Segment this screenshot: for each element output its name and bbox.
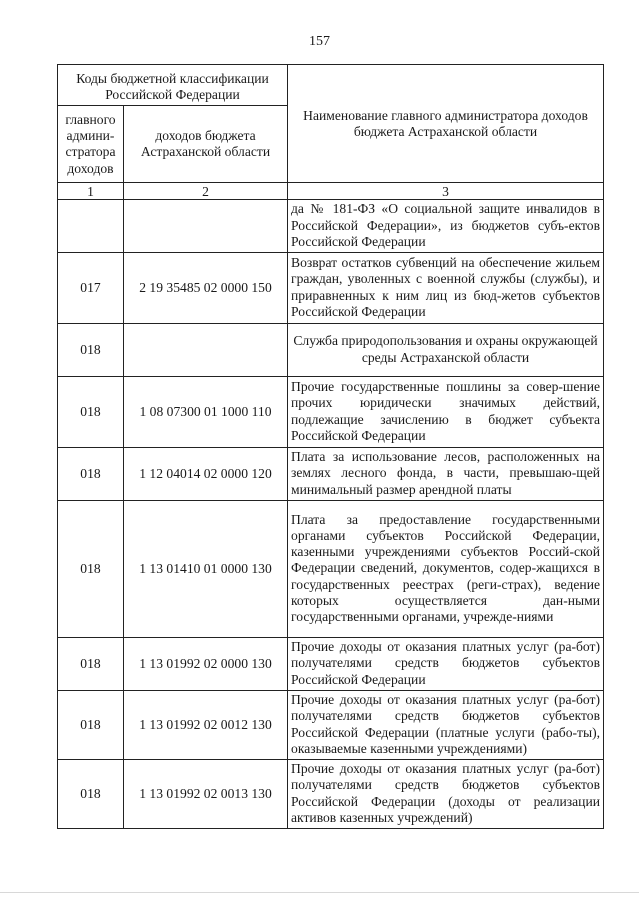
income-code-cell [124, 324, 288, 377]
income-code-cell [124, 200, 288, 253]
agency-title-cell: Служба природопользования и охраны окружающей среды Астраханской области [288, 324, 604, 377]
table-row [58, 760, 604, 829]
admin-code-cell: 018 [58, 501, 124, 638]
admin-code-cell: 018 [58, 377, 124, 448]
table-row [58, 324, 604, 377]
header-row [58, 65, 604, 106]
description-cell: Плата за предоставление государственными органами субъектов Российской Федерации, казенными учреждениями субъектов Россий-ской Федерации сведений, документов, содер-жащихся в государственных реестрах (реги-страх), ведение которых осуществляется дан-ными государственными органами, учрежде-ниями [288, 501, 604, 638]
admin-code-cell: 018 [58, 760, 124, 829]
column-numbers-row [58, 183, 604, 200]
income-code-cell: 1 12 04014 02 0000 120 [124, 448, 288, 501]
admin-code-cell: 018 [58, 324, 124, 377]
description-cell: Прочие доходы от оказания платных услуг (ра-бот) получателями средств бюджетов субъектов Российской Федерации [288, 638, 604, 691]
page-edge-line [0, 892, 639, 893]
income-code-cell: 1 13 01410 01 0000 130 [124, 501, 288, 638]
income-code-cell: 1 13 01992 02 0012 130 [124, 691, 288, 760]
description-cell: Прочие доходы от оказания платных услуг (ра-бот) получателями средств бюджетов субъектов Российской Федерации (платные услуги (рабо-ты), оказываемые казенными учреждениями) [288, 691, 604, 760]
header-name-cell: Наименование главного администратора доходов бюджета Астраханской области [288, 65, 604, 183]
table-row [58, 638, 604, 691]
header-code-cell: доходов бюджета Астраханской области [124, 106, 288, 183]
table-row [58, 253, 604, 324]
admin-code-cell: 017 [58, 253, 124, 324]
description-cell: Плата за использование лесов, расположенных на землях лесного фонда, в части, превышаю-щей минимальный размер арендной платы [288, 448, 604, 501]
income-code-cell: 1 08 07300 01 1000 110 [124, 377, 288, 448]
column-number-2: 2 [124, 183, 288, 200]
header-admin-cell: главного админи-стратора доходов [58, 106, 124, 183]
column-number-1: 1 [58, 183, 124, 200]
budget-codes-table [57, 64, 604, 829]
table-row [58, 377, 604, 448]
page-number: 157 [309, 34, 330, 49]
admin-code-cell [58, 200, 124, 253]
admin-code-cell: 018 [58, 691, 124, 760]
income-code-cell: 2 19 35485 02 0000 150 [124, 253, 288, 324]
table-row [58, 448, 604, 501]
table-row [58, 200, 604, 253]
admin-code-cell: 018 [58, 448, 124, 501]
table-row [58, 501, 604, 638]
income-code-cell: 1 13 01992 02 0000 130 [124, 638, 288, 691]
header-group-cell: Коды бюджетной классификации Российской Федерации [58, 65, 288, 106]
description-cell: да № 181-ФЗ «О социальной защите инвалидов в Российской Федерации», из бюджетов субъ-ектов Российской Федерации [288, 200, 604, 253]
description-cell: Возврат остатков субвенций на обеспечение жильем граждан, уволенных с военной службы (службы), и приравненных к ним лиц из бюд-жетов субъектов Российской Федерации [288, 253, 604, 324]
column-number-3: 3 [288, 183, 604, 200]
admin-code-cell: 018 [58, 638, 124, 691]
description-cell: Прочие государственные пошлины за совер-шение прочих юридически значимых действий, подлежащие зачислению в бюджет субъекта Российской Федерации [288, 377, 604, 448]
description-cell: Прочие доходы от оказания платных услуг (ра-бот) получателями средств бюджетов субъектов Российской Федерации (доходы от реализации активов казенных учреждений) [288, 760, 604, 829]
table-row [58, 691, 604, 760]
income-code-cell: 1 13 01992 02 0013 130 [124, 760, 288, 829]
